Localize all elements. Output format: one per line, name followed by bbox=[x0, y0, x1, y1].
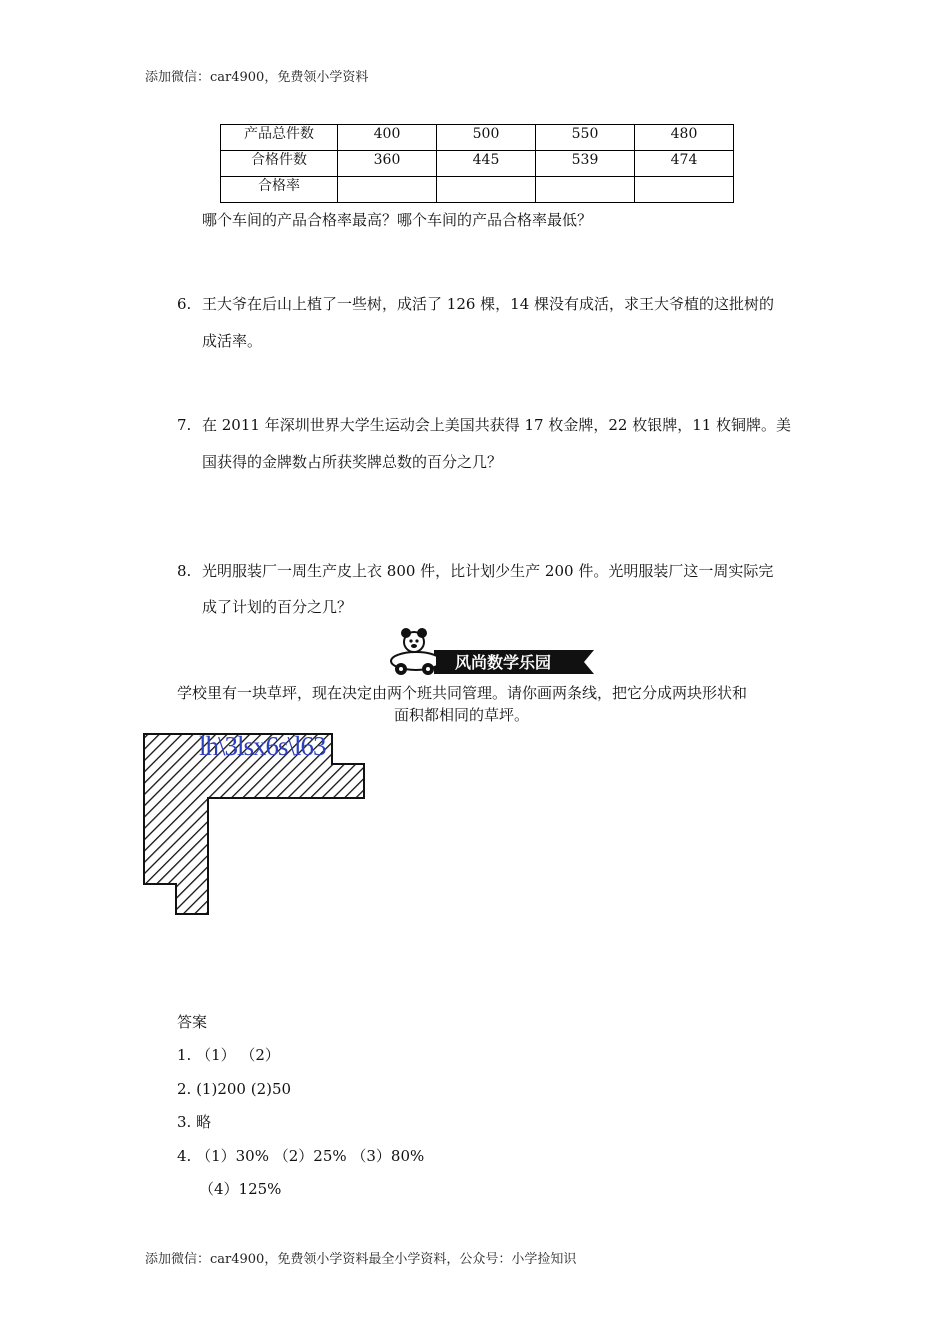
product-table bbox=[220, 124, 734, 203]
row-label: 合格率 bbox=[221, 177, 338, 203]
table-cell bbox=[338, 177, 437, 203]
page-footer: 添加微信：car4900，免费领小学资料最全小学资料，公众号：小学捡知识 bbox=[145, 1252, 577, 1267]
row-label: 合格件数 bbox=[221, 151, 338, 177]
table-cell: 480 bbox=[635, 125, 734, 151]
question-number: 6. bbox=[177, 295, 192, 313]
question-number: 8. bbox=[177, 562, 192, 580]
puzzle-line1: 学校里有一块草坪，现在决定由两个班共同管理。请你画两条线，把它分成两块形状和 bbox=[177, 684, 748, 702]
question-number: 7. bbox=[177, 416, 192, 434]
table-cell: 360 bbox=[338, 151, 437, 177]
table-cell bbox=[536, 177, 635, 203]
table-cell: 474 bbox=[635, 151, 734, 177]
question-8-line2: 成了计划的百分之几？ bbox=[202, 598, 353, 616]
table-row bbox=[221, 151, 734, 177]
answer-item: 4. （1）30% （2）25% （3）80% bbox=[177, 1147, 425, 1165]
table-cell: 500 bbox=[437, 125, 536, 151]
answer-item: （4）125% bbox=[199, 1180, 282, 1198]
row-label: 产品总件数 bbox=[221, 125, 338, 151]
question-6-line1: 王大爷在后山上植了一些树，成活了 126 棵，14 棵没有成活，求王大爷植的这批树的 bbox=[202, 295, 775, 313]
table-row bbox=[221, 177, 734, 203]
answer-item: 2. (1)200 (2)50 bbox=[177, 1080, 292, 1098]
table-cell bbox=[437, 177, 536, 203]
question-7-line2: 国获得的金牌数占所获奖牌总数的百分之几？ bbox=[202, 453, 503, 471]
cartoon-car-icon bbox=[391, 628, 441, 675]
answers-title: 答案 bbox=[177, 1013, 208, 1031]
table-cell bbox=[635, 177, 734, 203]
question-7-line1: 在 2011 年深圳世界大学生运动会上美国共获得 17 枚金牌，22 枚银牌，11 枚铜牌。美 bbox=[202, 416, 792, 434]
banner-title-box bbox=[436, 652, 571, 672]
answer-item: 3. 略 bbox=[177, 1113, 212, 1131]
question-8-line1: 光明服装厂一周生产皮上衣 800 件，比计划少生产 200 件。光明服装厂这一周实际完 bbox=[202, 562, 774, 580]
table-cell: 550 bbox=[536, 125, 635, 151]
section-banner bbox=[386, 628, 601, 680]
table-row bbox=[221, 125, 734, 151]
watermark-text: lh\3lsx6s\l63 bbox=[199, 731, 326, 761]
banner-title: 风尚数学乐园 bbox=[454, 653, 552, 672]
question-6-line2: 成活率。 bbox=[202, 332, 263, 350]
puzzle-line2: 面积都相同的草坪。 bbox=[394, 706, 530, 724]
question-5-followup: 哪个车间的产品合格率最高？哪个车间的产品合格率最低？ bbox=[202, 211, 593, 229]
table-cell: 539 bbox=[536, 151, 635, 177]
table-cell: 400 bbox=[338, 125, 437, 151]
table-cell: 445 bbox=[437, 151, 536, 177]
answer-item: 1. （1） （2） bbox=[177, 1046, 280, 1064]
page-header: 添加微信：car4900，免费领小学资料 bbox=[145, 70, 369, 85]
